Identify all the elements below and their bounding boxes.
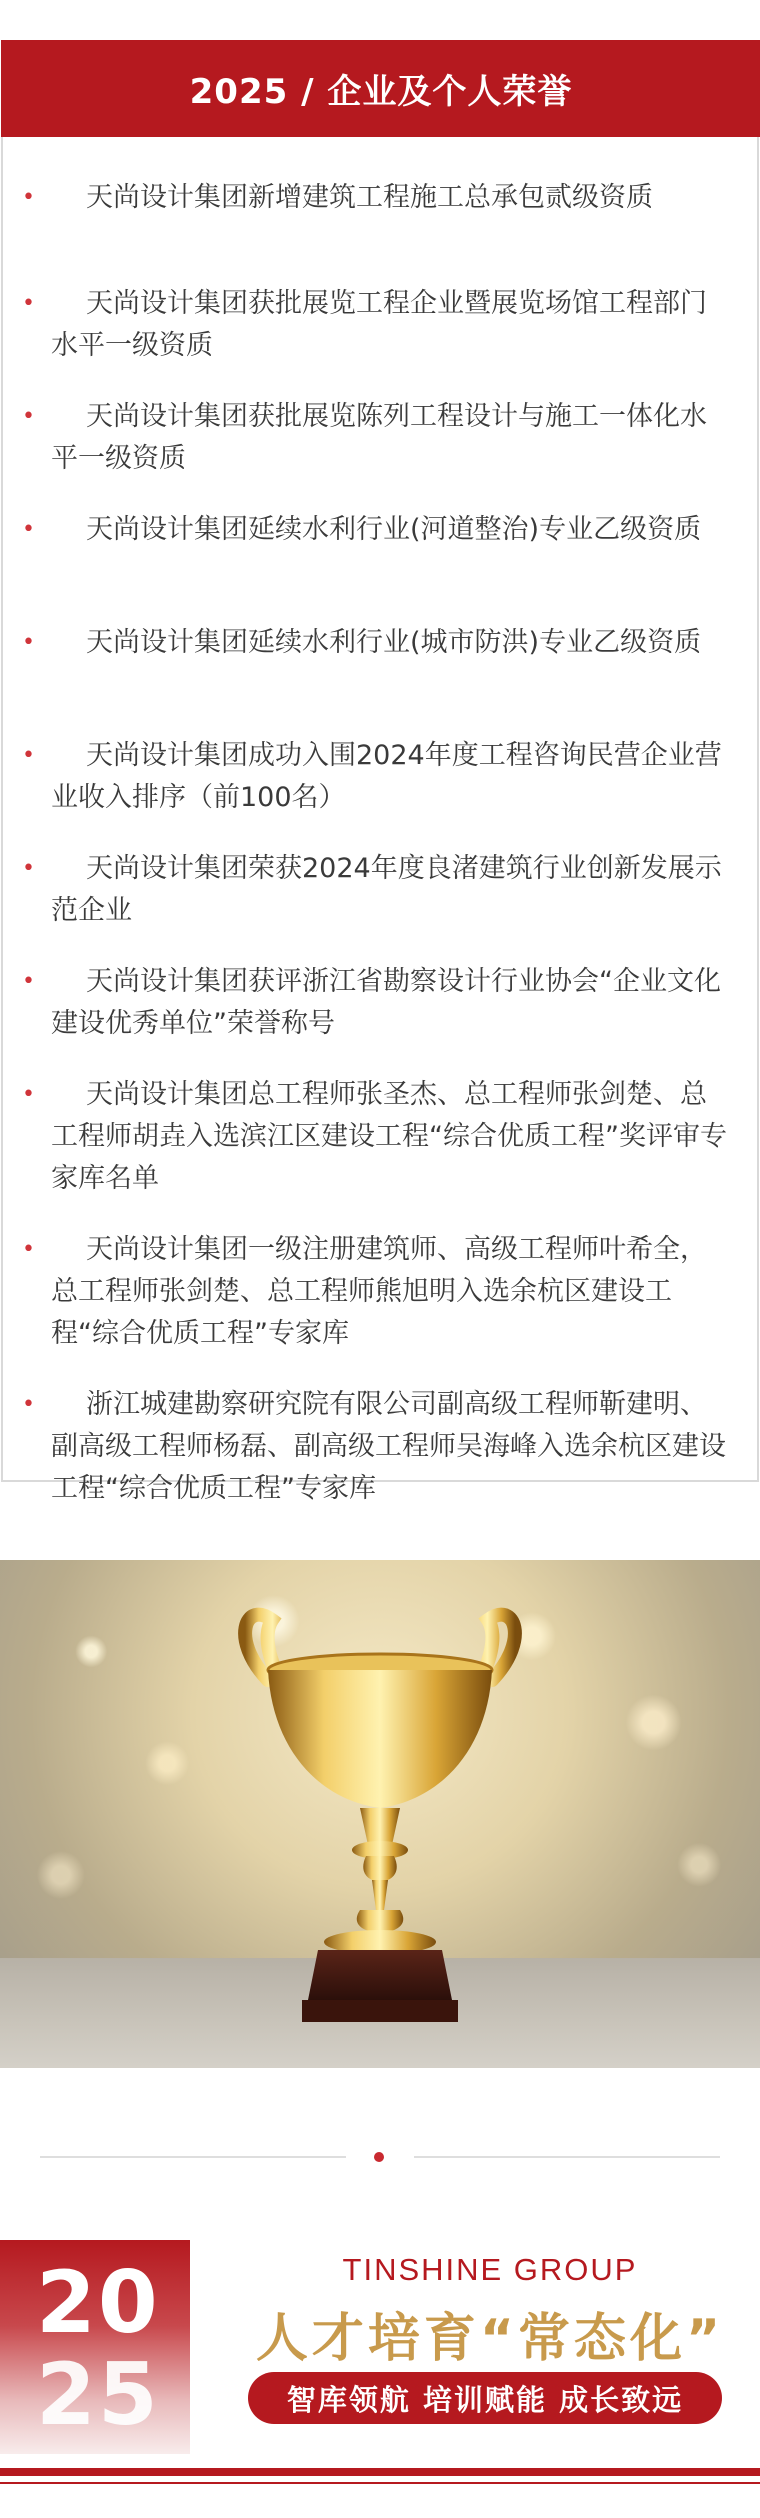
honor-item: • 天尚设计集团获评浙江省勘察设计行业协会“企业文化建设优秀单位”荣誉称号 bbox=[51, 961, 729, 1045]
bullet-icon: • bbox=[22, 1082, 35, 1107]
tagline-pill bbox=[248, 2372, 722, 2424]
honor-item: • 浙江城建勘察研究院有限公司副高级工程师靳建明、副高级工程师杨磊、副高级工程师吴海峰入选余杭区建设工程“综合优质工程”专家库 bbox=[51, 1384, 729, 1510]
divider-dot-icon bbox=[374, 2152, 384, 2162]
bullet-icon: • bbox=[22, 1392, 35, 1417]
bullet-icon: • bbox=[22, 969, 35, 994]
divider-line-right bbox=[414, 2156, 720, 2158]
honor-item: • 天尚设计集团成功入围2024年度工程咨询民营企业营业收入排序（前100名） bbox=[51, 735, 729, 819]
bullet-icon: • bbox=[22, 185, 35, 210]
honor-item: • 天尚设计集团获批展览陈列工程设计与施工一体化水平一级资质 bbox=[51, 396, 729, 480]
bullet-icon: • bbox=[22, 404, 35, 429]
bullet-icon: • bbox=[22, 1237, 35, 1262]
brand-name: TINSHINE GROUP bbox=[342, 2252, 638, 2287]
honors-card bbox=[1, 40, 759, 1504]
bullet-icon: • bbox=[22, 630, 35, 655]
section-title: 2025 / 企业及个人荣誉 bbox=[1, 40, 760, 137]
honor-item: • 天尚设计集团一级注册建筑师、高级工程师叶希全，总工程师张剑楚、总工程师熊旭明入选余杭区建设工程“综合优质工程”专家库 bbox=[51, 1229, 729, 1355]
honor-item: • 天尚设计集团荣获2024年度良渚建筑行业创新发展示范企业 bbox=[51, 848, 729, 932]
tagline-text: 智库领航 培训赋能 成长致远 bbox=[286, 2382, 684, 2417]
bottom-bar bbox=[0, 2468, 760, 2476]
year-top: 20 bbox=[36, 2253, 160, 2353]
honor-item: • 天尚设计集团获批展览工程企业暨展览场馆工程部门水平一级资质 bbox=[51, 283, 729, 367]
bullet-icon: • bbox=[22, 517, 35, 542]
honor-item: • 天尚设计集团总工程师张圣杰、总工程师张剑楚、总工程师胡垚入选滨江区建设工程“综合优质工程”奖评审专家库名单 bbox=[51, 1074, 729, 1200]
trophy-photo bbox=[0, 1560, 760, 2068]
section-divider bbox=[0, 2150, 760, 2164]
bullet-icon: • bbox=[22, 291, 35, 316]
honor-item: • 天尚设计集团新增建筑工程施工总承包贰级资质 bbox=[51, 177, 729, 219]
honor-item: • 天尚设计集团延续水利行业(城市防洪)专业乙级资质 bbox=[51, 622, 729, 664]
slogan: 人才培育“常态化” bbox=[255, 2309, 725, 2369]
bullet-icon: • bbox=[22, 856, 35, 881]
divider-line-left bbox=[40, 2156, 346, 2158]
trophy-icon bbox=[0, 1560, 760, 2068]
bullet-icon: • bbox=[22, 743, 35, 768]
bottom-bar-thin bbox=[0, 2482, 760, 2484]
year-bottom: 25 bbox=[36, 2345, 160, 2445]
honor-item: • 天尚设计集团延续水利行业(河道整治)专业乙级资质 bbox=[51, 509, 729, 551]
